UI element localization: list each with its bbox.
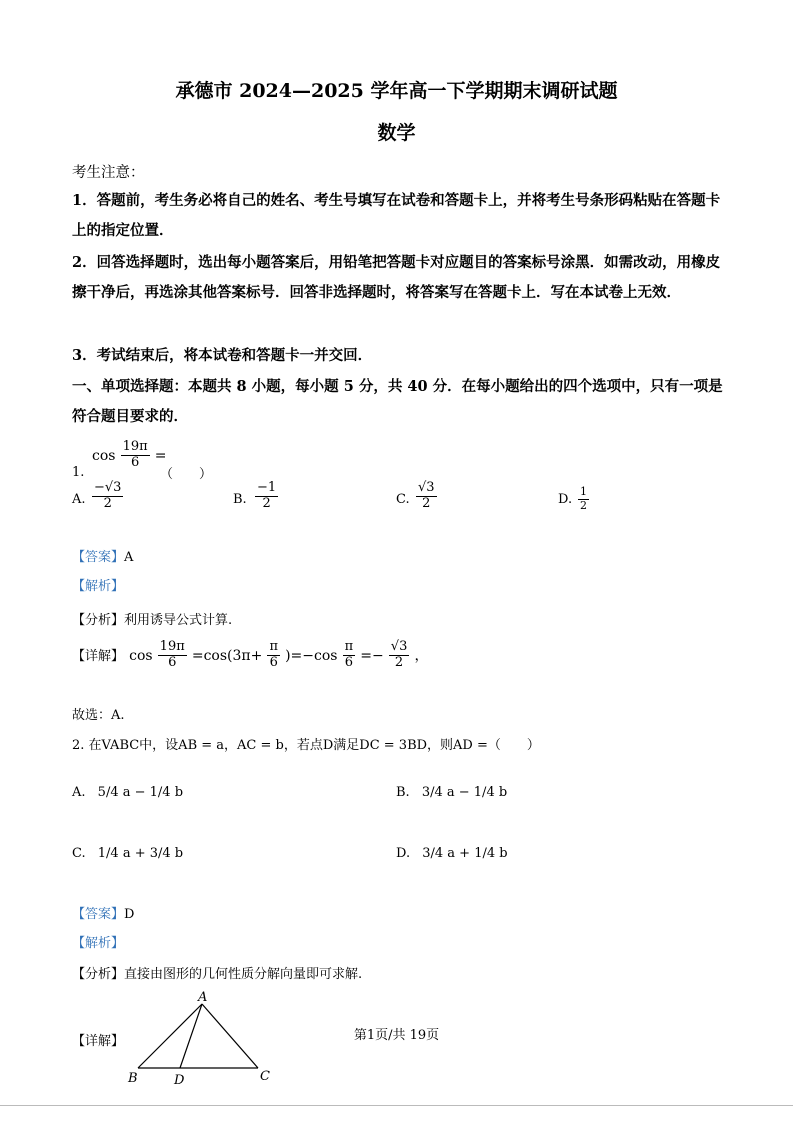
q2-stem-row [72,734,540,753]
q1-option-d-num: 1 [580,485,587,498]
q2-fenxi-tag: 【分析】 [72,967,125,982]
q2-option-c-text: 1/4 a + 3/4 b [97,846,184,861]
q2-option-d [396,846,508,861]
q1-stem-den: 6 [130,454,140,470]
label-d: D [174,1073,185,1088]
q1-answer: A [124,550,134,565]
section-heading: 一、单项选择题：本题共 8 小题，每小题 5 分，共 40 分．在每小题给出的四个选项中，只有一项是符合题目要求的． [72,378,723,425]
q1-option-b-label: B. [233,492,247,507]
q2-option-a [72,785,183,800]
q1-fenxi-tag: 【分析】 [72,613,125,628]
q1-analysis-tag: 【解析】 [72,579,125,594]
subject-title: 数学 [377,122,416,144]
q2-option-b-text: 3/4 a − 1/4 b [421,785,508,800]
q1-answer-tag: 【答案】 [72,550,125,565]
q1-option-a-label: A. [72,492,86,507]
q1-option-d-den: 2 [580,498,587,512]
q1-detail-num: 19π [159,639,185,654]
q1-option-b-den: 2 [262,495,271,511]
q1-fenxi: 利用诱导公式计算. [124,613,233,628]
q1-option-c [416,481,437,512]
page-footer: 第1页/共 19页 [353,1028,440,1043]
q1-detail-num: π [344,639,354,654]
q1-stem-fraction [121,440,150,471]
q1-detail-tag: 【详解】 [72,648,125,664]
q1-option-b-num: −1 [257,480,277,495]
notice-item-2: 2．回答选择题时，选出每小题答案后，用铅笔把答题卡对应题目的答案标号涂黑．如需改动，用橡皮擦干净后，再选涂其他答案标号．回答非选择题时，将答案写在答题卡上．写在本试卷上无效． [72,254,721,301]
notice-item-1: 1．答题前，考生务必将自己的姓名、考生号填写在试卷和答题卡上，并将考生号条形码粘贴在答题卡上的指定位置． [72,192,721,239]
q2-fenxi-row [72,963,362,982]
q1-answer-row [72,546,133,565]
q1-detail-part: ， [414,647,429,664]
q2-fenxi: 直接由图形的几何性质分解向量即可求解. [124,967,363,982]
q1-detail-part: cos [129,647,153,664]
q1-detail-part: )=−cos [285,647,338,664]
q2-option-d-text: 3/4 a + 1/4 b [422,846,508,861]
q2-answer-tag: 【答案】 [72,907,125,922]
q1-detail-den: 2 [394,654,404,670]
q1-option-a-num: −√3 [94,480,122,495]
label-c: C [260,1069,270,1084]
q1-stem-func: cos [92,447,116,464]
bottom-divider [0,1105,793,1106]
q1-detail-part: =cos(3π+ [191,647,263,664]
label-b: B [128,1071,138,1086]
q1-number: 1. [72,465,85,480]
q1-stem-num: 19π [122,439,148,454]
q2-option-b-label: B. [396,785,410,800]
q2-option-c [72,846,183,861]
q2-option-c-label: C. [72,846,86,861]
q1-detail-part: =− [360,647,384,664]
q2-answer: D [124,907,135,922]
q1-stem-formula [92,440,166,471]
q2-option-b [396,785,507,800]
notice-item-3: 3．考试结束后，将本试卷和答题卡一并交回． [72,347,373,364]
label-a: A [198,990,208,1005]
q1-detail-den: 6 [344,654,353,670]
q1-option-a [92,481,123,512]
q2-stem: 在VABC中，设AB = a，AC = b，若点D满足DC = 3BD，则AD =（ ） [88,738,540,753]
q1-detail-num: √3 [390,639,408,654]
q1-option-c-den: 2 [422,495,431,511]
q1-conclusion: 故选：A. [72,708,125,723]
q1-detail-den: 6 [269,654,278,670]
q1-detail-num: π [269,639,278,654]
q2-option-a-text: 5/4 a − 1/4 b [97,785,184,800]
q1-detail-den: 6 [168,654,177,670]
q1-option-d [578,486,589,512]
q1-option-c-label: C. [396,492,410,507]
q1-option-b [255,481,278,512]
q1-option-a-den: 2 [103,495,112,511]
q2-number: 2. [72,738,85,753]
notice-heading: 考生注意： [72,165,145,181]
q2-option-d-label: D. [396,846,411,861]
q2-option-a-label: A. [72,785,86,800]
q2-detail-tag: 【详解】 [72,1034,125,1049]
q2-analysis-tag: 【解析】 [72,936,125,951]
q1-paren: （ ） [160,467,213,482]
page-title: 承德市 2024—2025 学年高一下学期期末调研试题 [175,80,618,102]
q1-option-d-label: D. [558,492,573,507]
q1-option-c-num: √3 [418,480,435,495]
q2-answer-row [72,903,134,922]
q1-fenxi-row [72,609,232,628]
q1-stem-tail: = [154,447,167,464]
q1-detail-row [72,640,428,671]
